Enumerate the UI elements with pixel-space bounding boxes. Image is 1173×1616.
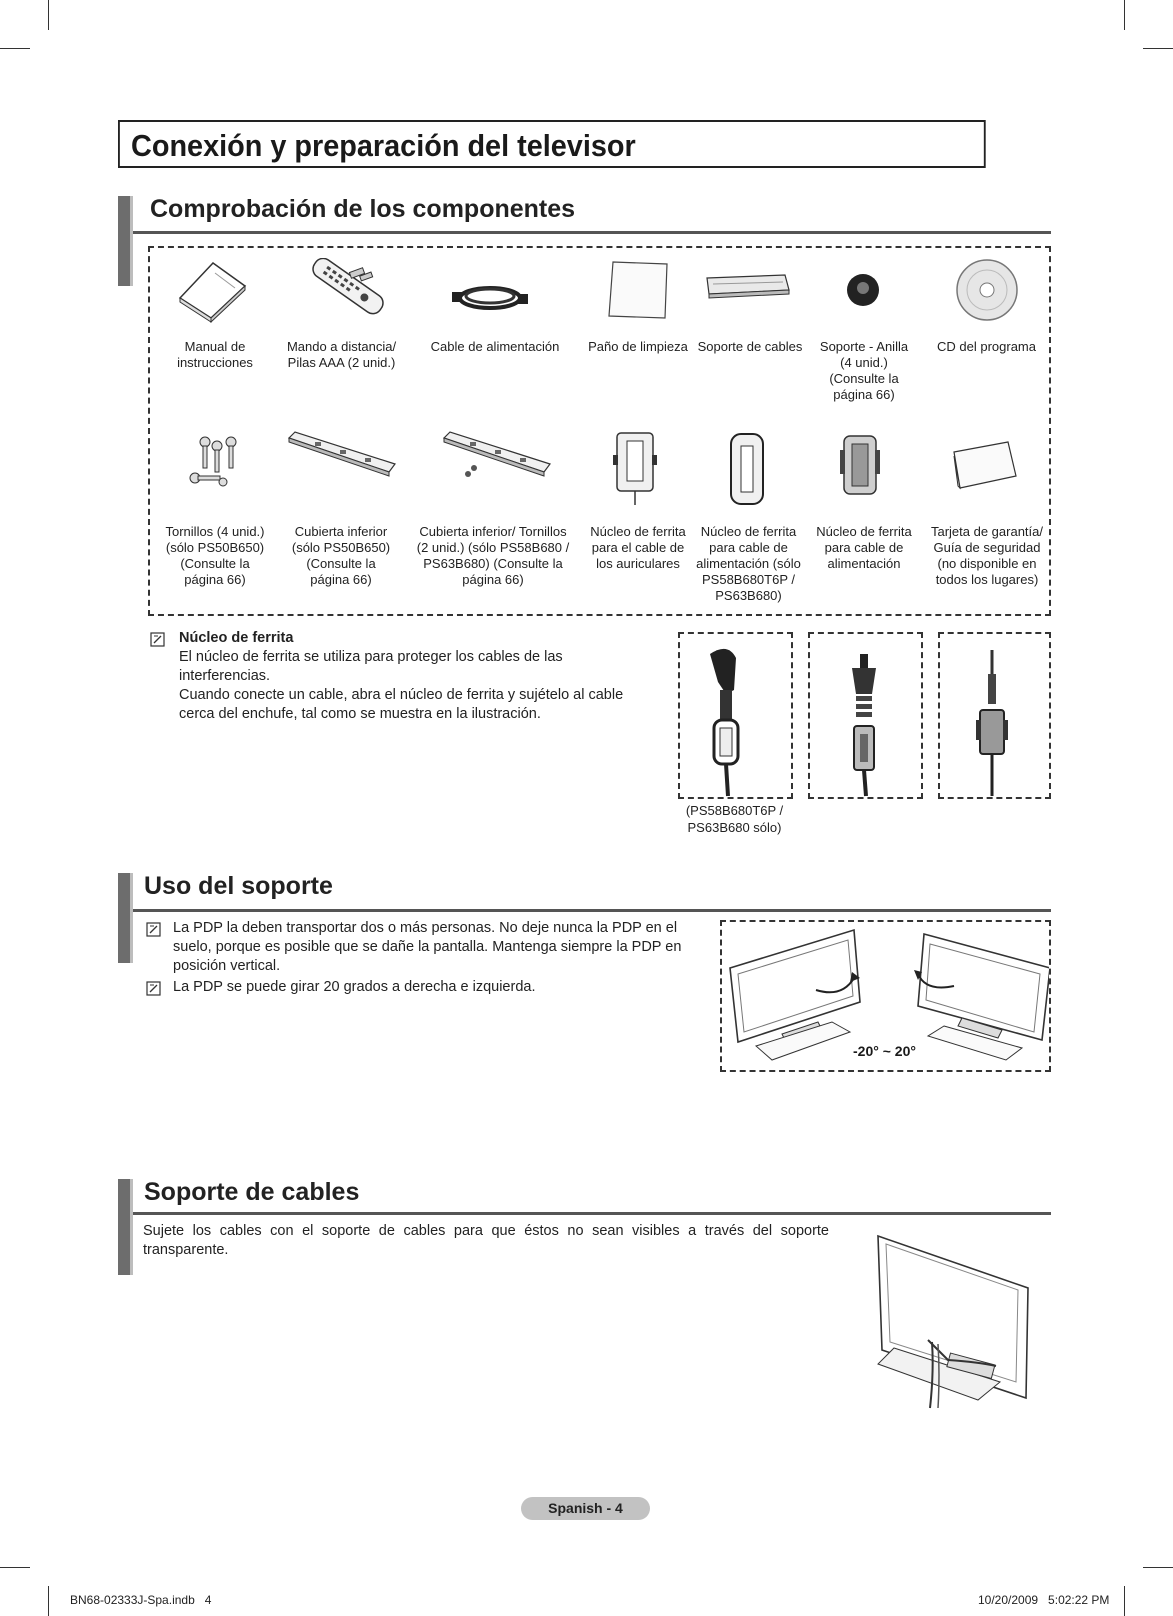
warranty-card-icon (950, 438, 1020, 493)
component-label: Cubierta inferior/ Tornillos (2 unid.) (sólo PS58B680 / PS63B680) (Consulte la página 66) (416, 524, 570, 587)
ferrite-caption: (PS58B680T6P / PS63B680 sólo) (685, 803, 784, 835)
ferrite-note-heading: Núcleo de ferrita (179, 630, 294, 646)
section-bar (118, 1179, 133, 1275)
cleaning-cloth-icon (605, 258, 675, 323)
cable-holder-text: Sujete los cables con el soporte de cables para que éstos no sean visibles a través del soporte transparente. (143, 1223, 829, 1258)
ferrite-core-icon (838, 430, 883, 500)
ferrite-note-line2: Cuando conecte un cable, abra el núcleo de ferrita y sujételo al cable cerca del enchufe, tal como se muestra en la ilustración. (179, 687, 624, 722)
crop-mark (0, 1567, 30, 1568)
page-title: Conexión y preparación del televisor (118, 120, 986, 168)
component-label: Núcleo de ferrita para el cable de los auriculares (590, 524, 686, 571)
bottom-cover-icon (285, 428, 400, 478)
section-title-stand: Uso del soporte (144, 872, 333, 900)
ferrite-core-power-icon (725, 430, 770, 510)
power-cable-icon (450, 278, 530, 318)
component-label: Tornillos (4 unid.) (sólo PS50B650) (Consulte la página 66) (165, 524, 265, 587)
note-icon (146, 981, 161, 996)
footer-timestamp: 10/20/2009 5:02:22 PM (978, 1593, 1110, 1607)
bottom-cover-screws-icon (440, 428, 555, 483)
crop-mark (1124, 1586, 1125, 1616)
section-rule (133, 909, 1051, 912)
power-plug-ferrite-icon (810, 634, 921, 797)
component-label: Tarjeta de garantía/ Guía de seguridad (no disponible en todos los lugares) (930, 524, 1044, 587)
component-label: Núcleo de ferrita para cable de alimentación (sólo PS58B680T6P / PS63B680) (696, 524, 801, 603)
rotation-label: -20° ~ 20° (853, 1043, 916, 1059)
stand-note-2: La PDP se puede girar 20 grados a derecha e izquierda. (173, 979, 536, 995)
component-label: Manual de instrucciones (177, 339, 253, 370)
holder-ring-icon (843, 270, 883, 310)
footer-file: BN68-02333J-Spa.indb 4 (70, 1593, 212, 1607)
component-label: Núcleo de ferrita para cable de alimentación (816, 524, 912, 571)
section-bar (118, 196, 133, 286)
component-label: Cable de alimentación (430, 339, 560, 354)
crop-mark (48, 1586, 49, 1616)
crop-mark (1124, 0, 1125, 30)
crop-mark (0, 48, 30, 49)
section-title-cable-holder: Soporte de cables (144, 1178, 360, 1206)
page-number-badge: Spanish - 4 (521, 1497, 650, 1520)
headphone-plug-ferrite-icon (940, 634, 1049, 797)
stand-note-1: La PDP la deben transportar dos o más personas. No deje nunca la PDP en el suelo, porque es posible que se dañe la pantalla. Mantenga siempre la PDP en posición vertical. (173, 920, 682, 974)
component-label: Mando a distancia/ Pilas AAA (2 unid.) (286, 339, 397, 370)
crop-mark (48, 0, 49, 30)
component-label: Paño de limpieza (588, 339, 688, 354)
section-bar (118, 873, 133, 963)
remote-icon (300, 258, 385, 328)
component-label: Soporte de cables (697, 339, 803, 354)
crop-mark (1143, 1567, 1173, 1568)
component-label: Soporte - Anilla (4 unid.) (Consulte la página 66) (819, 339, 909, 402)
note-icon (146, 922, 161, 937)
ferrite-note-line1: El núcleo de ferrita se utiliza para proteger los cables de las interferencias. (179, 649, 563, 684)
section-rule (133, 231, 1051, 234)
component-label: Cubierta inferior (sólo PS50B650) (Consulte la página 66) (291, 524, 391, 587)
section-rule (133, 1212, 1051, 1215)
section-title-components: Comprobación de los componentes (150, 195, 576, 223)
screws-icon (183, 432, 253, 492)
cable-holder-icon (703, 272, 793, 302)
cd-icon (955, 258, 1019, 322)
crop-mark (1143, 48, 1173, 49)
power-plug-ferrite-icon (680, 634, 791, 797)
tv-cable-holder-illustration (868, 1232, 1033, 1412)
component-label: CD del programa (937, 339, 1036, 354)
manual-icon (175, 258, 250, 323)
note-icon (150, 632, 165, 647)
ferrite-core-headphone-icon (613, 425, 658, 507)
